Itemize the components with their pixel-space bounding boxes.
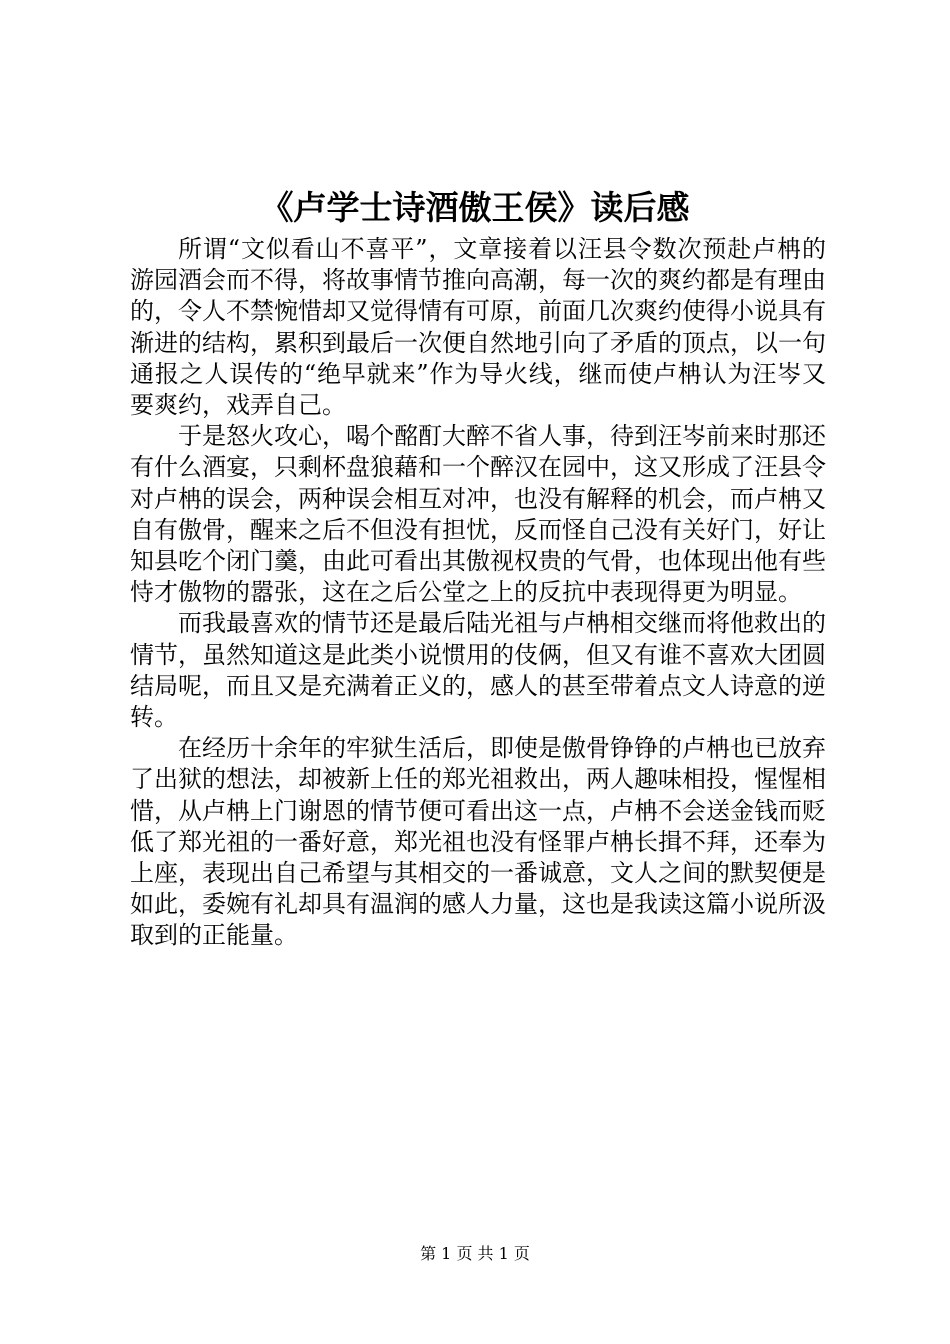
document-title: 《卢学士诗酒傲王侯》读后感	[260, 188, 690, 227]
paragraph-4: 在经历十余年的牢狱生活后，即使是傲骨铮铮的卢柟也已放弃了出狱的想法，却被新上任的郑光祖救出，两人趣味相投，惺惺相惜，从卢柟上门谢恩的情节便可看出这一点，卢柟不会送金钱而贬低了郑光祖的一番好意，郑光祖也没有怪罪卢柟长揖不拜，还奉为上座，表现出自己希望与其相交的一番诚意，文人之间的默契便是如此，委婉有礼却具有温润的感人力量，这也是我读这篇小说所汲取到的正能量。	[130, 734, 826, 950]
paragraph-1: 所谓“文似看山不喜平”，文章接着以汪县令数次预赴卢柟的游园酒会而不得，将故事情节推向高潮，每一次的爽约都是有理由的，令人不禁惋惜却又觉得情有可原，前面几次爽约使得小说具有渐进的结构，累积到最后一次便自然地引向了矛盾的顶点，以一句通报之人误传的“绝早就来”作为导火线，继而使卢柟认为汪岑又要爽约，戏弄自己。	[130, 235, 826, 420]
paragraph-3: 而我最喜欢的情节还是最后陆光祖与卢柟相交继而将他救出的情节，虽然知道这是此类小说惯用的伎俩，但又有谁不喜欢大团圆结局呢，而且又是充满着正义的，感人的甚至带着点文人诗意的逆转。	[130, 609, 826, 732]
document-body	[130, 234, 826, 952]
page-number-footer: 第 1 页 共 1 页	[420, 1244, 530, 1263]
paragraph-2: 于是怒火攻心，喝个酩酊大醉不省人事，待到汪岑前来时那还有什么酒宴，只剩杯盘狼藉和一个醉汉在园中，这又形成了汪县令对卢柟的误会，两种误会相互对冲，也没有解释的机会，而卢柟又自有傲骨，醒来之后不但没有担忧，反而怪自己没有关好门，好让知县吃个闭门羹，由此可看出其傲视权贵的气骨，也体现出他有些恃才傲物的嚣张，这在之后公堂之上的反抗中表现得更为明显。	[130, 422, 826, 607]
